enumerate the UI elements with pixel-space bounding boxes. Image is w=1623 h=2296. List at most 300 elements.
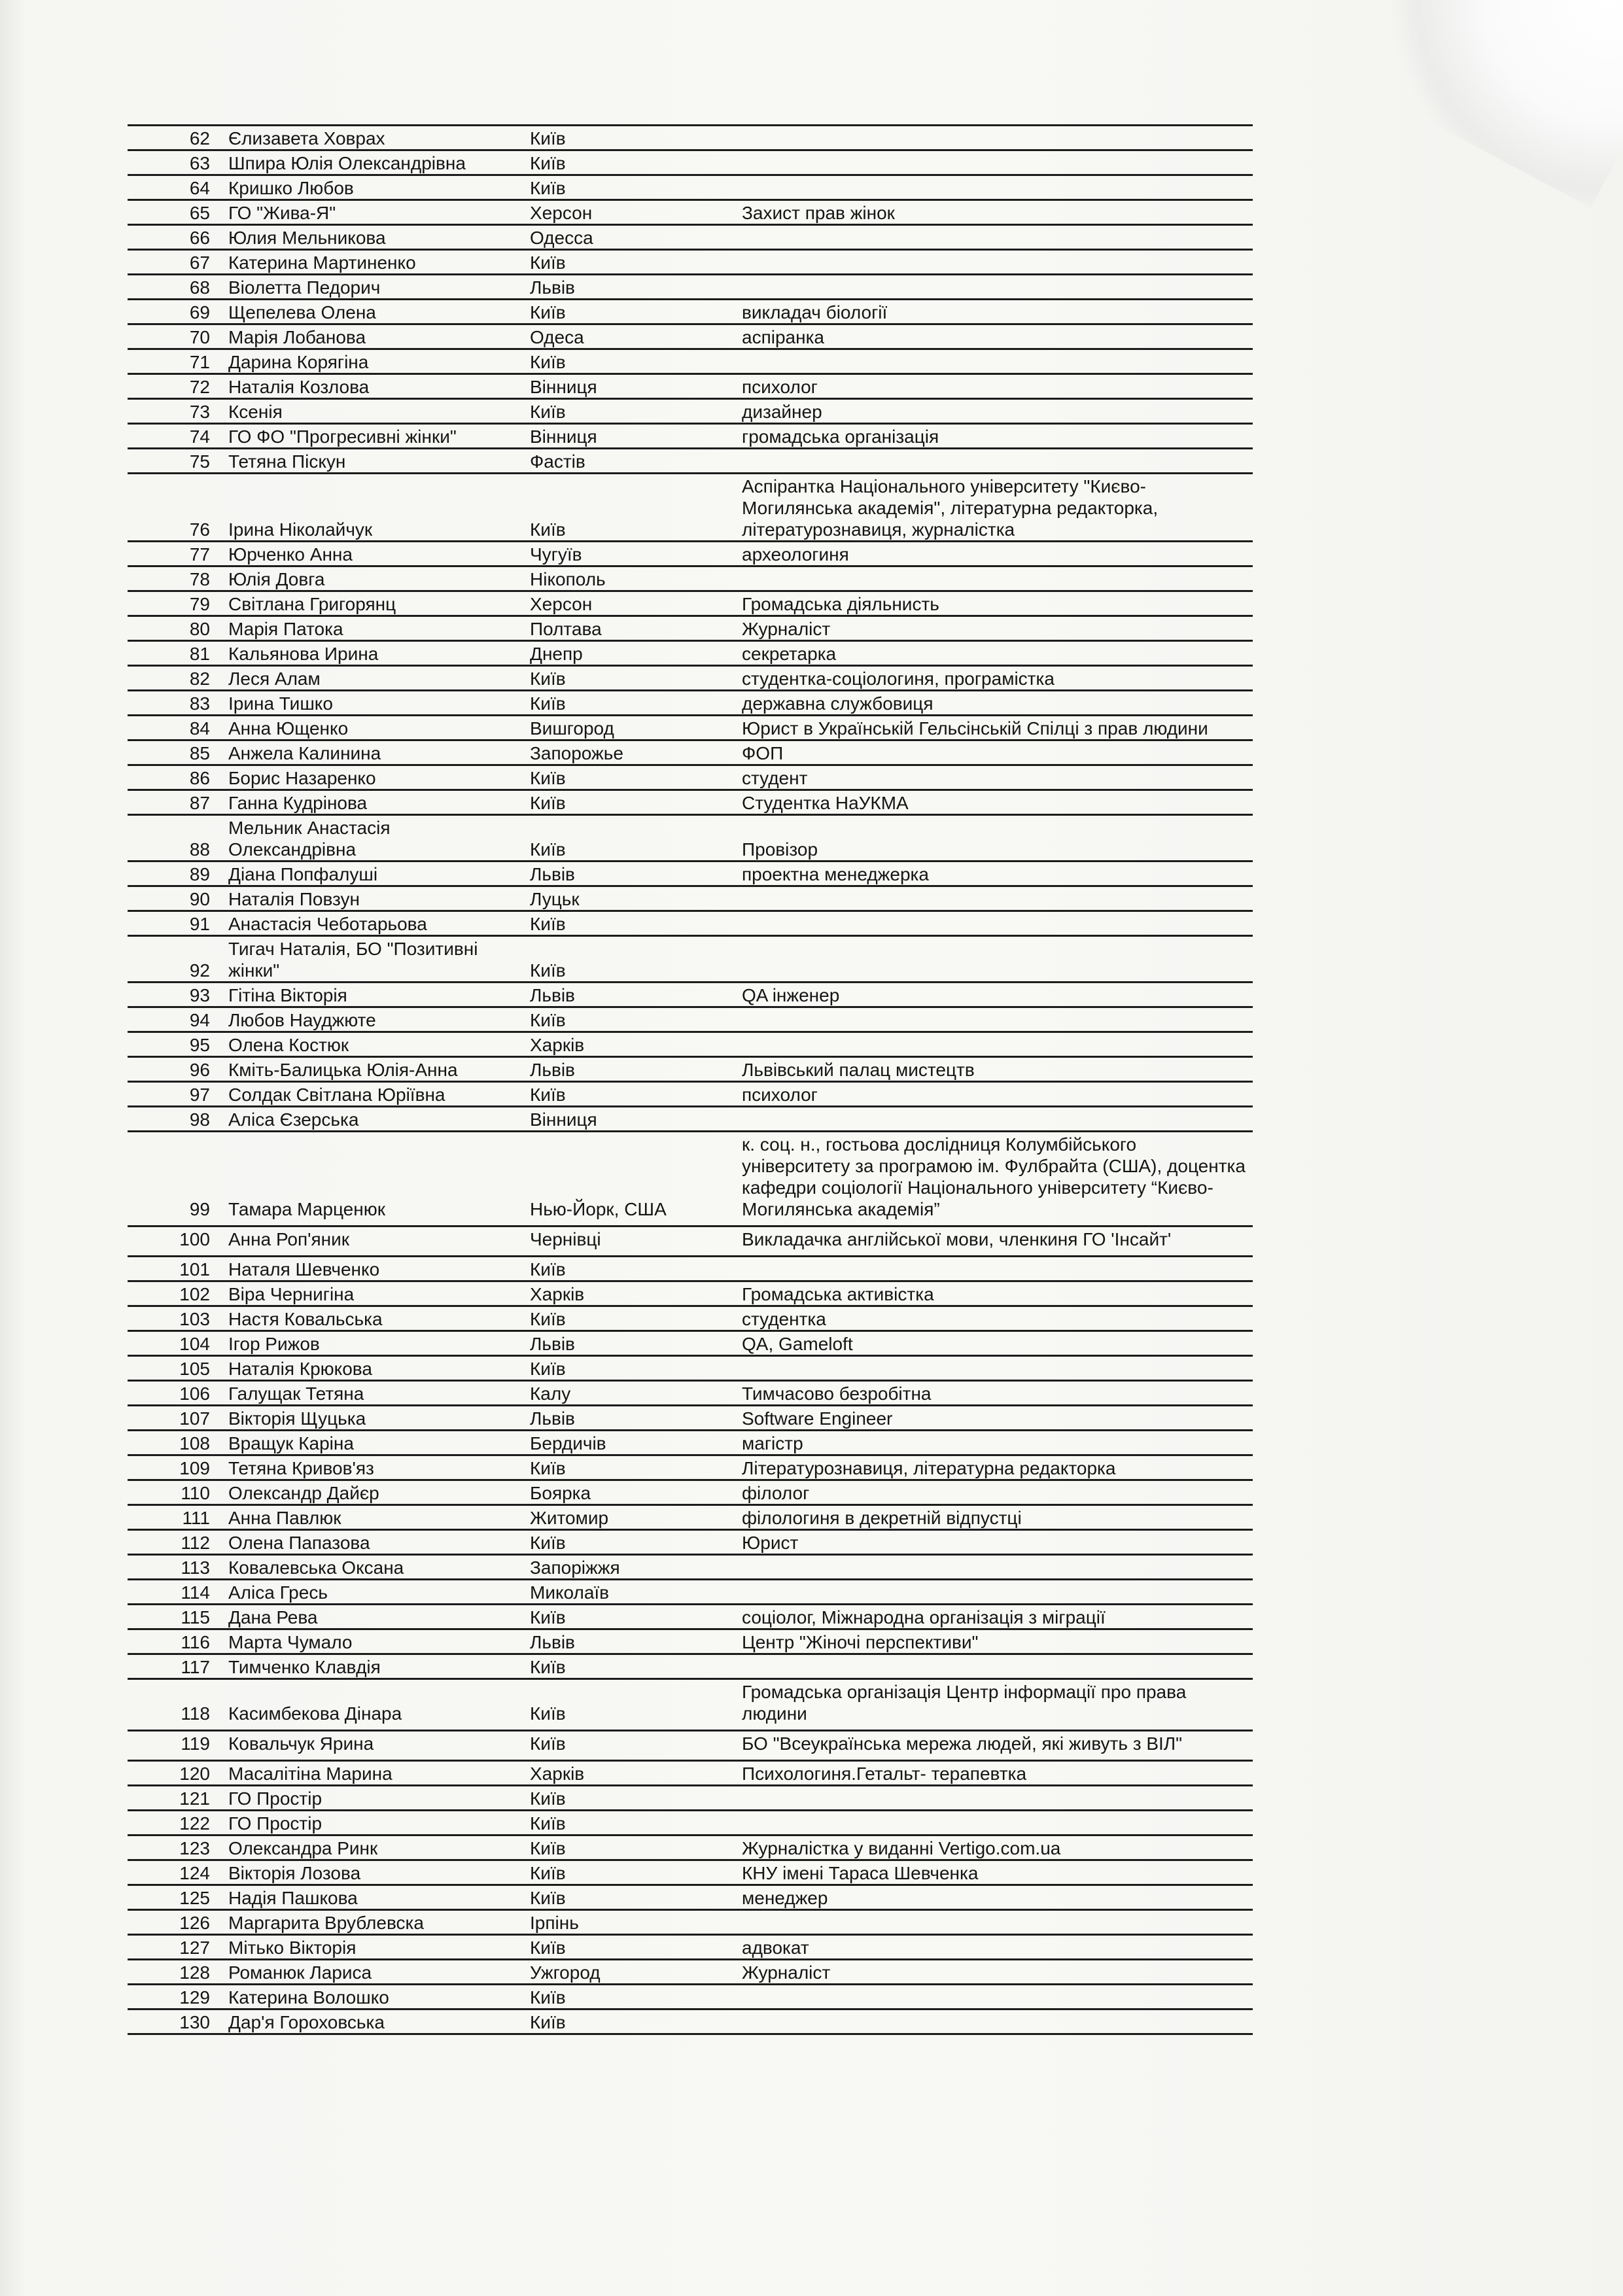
participant-city: Київ: [517, 1455, 726, 1480]
row-number: 122: [128, 1811, 219, 1835]
participant-city: Київ: [517, 1935, 726, 1960]
participant-city: Полтава: [517, 616, 726, 641]
table-row: [128, 250, 1253, 275]
participant-name: Галущак Тетяна: [219, 1381, 517, 1406]
table-row: [128, 1431, 1253, 1455]
table-row: [128, 1107, 1253, 1132]
participant-city: Ірпінь: [517, 1910, 726, 1935]
table-row: [128, 2009, 1253, 2034]
row-number: 90: [128, 886, 219, 911]
table-row: [128, 1786, 1253, 1811]
participant-name: Солдак Світлана Юріївна: [219, 1082, 517, 1107]
participant-note: [726, 1555, 1253, 1580]
participant-note: [726, 886, 1253, 911]
participant-note: адвокат: [726, 1935, 1253, 1960]
table-row: [128, 1306, 1253, 1331]
participant-name: Тамара Марценюк: [219, 1132, 517, 1226]
participant-city: Київ: [517, 1654, 726, 1679]
row-number: 121: [128, 1786, 219, 1811]
participant-name: Юрченко Анна: [219, 542, 517, 566]
table-row: [128, 1654, 1253, 1679]
participant-note: [726, 1654, 1253, 1679]
participant-name: Настя Ковальська: [219, 1306, 517, 1331]
participant-city: Вінниця: [517, 424, 726, 449]
participant-name: Ірина Тишко: [219, 691, 517, 716]
participant-note: Провізор: [726, 815, 1253, 861]
participant-city: Київ: [517, 1257, 726, 1281]
table-row: [128, 1985, 1253, 2009]
participant-note: Юрист: [726, 1530, 1253, 1555]
row-number: 109: [128, 1455, 219, 1480]
participant-city: Київ: [517, 666, 726, 691]
table-row: [128, 1679, 1253, 1731]
row-number: 102: [128, 1281, 219, 1306]
table-row: [128, 542, 1253, 566]
table-row: [128, 1811, 1253, 1835]
participant-name: Наталія Крюкова: [219, 1356, 517, 1381]
table-row: [128, 1032, 1253, 1057]
row-number: 85: [128, 740, 219, 765]
table-row: [128, 1226, 1253, 1257]
participant-name: Дар'я Гороховська: [219, 2009, 517, 2034]
row-number: 97: [128, 1082, 219, 1107]
participant-name: Дарина Корягіна: [219, 349, 517, 374]
row-number: 88: [128, 815, 219, 861]
participant-name: Леся Алам: [219, 666, 517, 691]
participant-name: Марта Чумало: [219, 1629, 517, 1654]
participant-note: соціолог, Міжнародна організація з міграції: [726, 1605, 1253, 1629]
participant-name: ГО ФО "Прогресивні жінки": [219, 424, 517, 449]
row-number: 86: [128, 765, 219, 790]
row-number: 113: [128, 1555, 219, 1580]
participant-note: [726, 1786, 1253, 1811]
participant-note: Викладачка англійської мови, членкиня ГО 'Інсайт': [726, 1226, 1253, 1257]
row-number: 70: [128, 324, 219, 349]
participant-note: [726, 225, 1253, 250]
participant-name: Юлія Довга: [219, 566, 517, 591]
table-row: [128, 200, 1253, 225]
table-row: [128, 691, 1253, 716]
participant-note: державна службовиця: [726, 691, 1253, 716]
participant-city: Київ: [517, 250, 726, 275]
row-number: 83: [128, 691, 219, 716]
participant-name: Вращук Каріна: [219, 1431, 517, 1455]
table-row: [128, 449, 1253, 474]
participant-city: Херсон: [517, 200, 726, 225]
row-number: 119: [128, 1731, 219, 1761]
participant-city: Калу: [517, 1381, 726, 1406]
table-row: [128, 1935, 1253, 1960]
participant-name: ГО Простір: [219, 1811, 517, 1835]
participant-city: Херсон: [517, 591, 726, 616]
participant-note: філологиня в декретній відпустці: [726, 1505, 1253, 1530]
table-row: [128, 324, 1253, 349]
participant-city: Луцьк: [517, 886, 726, 911]
participant-name: Борис Назаренко: [219, 765, 517, 790]
participant-city: Київ: [517, 175, 726, 200]
participant-name: Вікторія Лозова: [219, 1860, 517, 1885]
participant-name: Катерина Мартиненко: [219, 250, 517, 275]
participant-note: Громадська організація Центр інформації про права людини: [726, 1679, 1253, 1731]
participant-name: Ковальчук Ярина: [219, 1731, 517, 1761]
participant-name: Анжела Калинина: [219, 740, 517, 765]
participant-note: БО "Всеукраїнська мережа людей, які живуть з ВІЛ": [726, 1731, 1253, 1761]
participant-name: Масалітіна Марина: [219, 1761, 517, 1786]
participant-note: [726, 275, 1253, 300]
table-row: [128, 300, 1253, 324]
row-number: 91: [128, 911, 219, 936]
participant-note: [726, 1356, 1253, 1381]
participant-city: Київ: [517, 1082, 726, 1107]
table-row: [128, 1960, 1253, 1985]
participant-name: Олена Папазова: [219, 1530, 517, 1555]
participant-city: Нікополь: [517, 566, 726, 591]
participant-city: Львів: [517, 275, 726, 300]
participant-name: Анна Павлюк: [219, 1505, 517, 1530]
table-row: [128, 1281, 1253, 1306]
participant-city: Одесса: [517, 225, 726, 250]
participants-table: [128, 124, 1253, 2035]
participant-note: [726, 1580, 1253, 1605]
row-number: 126: [128, 1910, 219, 1935]
participant-city: Житомир: [517, 1505, 726, 1530]
participant-name: Анна Роп'яник: [219, 1226, 517, 1257]
table-row: [128, 740, 1253, 765]
table-row: [128, 616, 1253, 641]
participant-name: Єлизавета Ховрах: [219, 126, 517, 150]
participant-city: Київ: [517, 1356, 726, 1381]
participant-note: [726, 1032, 1253, 1057]
table-row: [128, 815, 1253, 861]
participant-note: філолог: [726, 1480, 1253, 1505]
participant-note: Літературознавиця, літературна редакторка: [726, 1455, 1253, 1480]
row-number: 81: [128, 641, 219, 666]
table-row: [128, 1356, 1253, 1381]
participant-name: Віолетта Педорич: [219, 275, 517, 300]
participant-name: Світлана Григорянц: [219, 591, 517, 616]
participant-note: секретарка: [726, 641, 1253, 666]
table-row: [128, 1132, 1253, 1226]
row-number: 94: [128, 1007, 219, 1032]
row-number: 69: [128, 300, 219, 324]
row-number: 100: [128, 1226, 219, 1257]
participant-name: Мельник Анастасія Олександрівна: [219, 815, 517, 861]
row-number: 127: [128, 1935, 219, 1960]
participant-name: Анастасія Чеботарьова: [219, 911, 517, 936]
row-number: 112: [128, 1530, 219, 1555]
participant-city: Київ: [517, 1885, 726, 1910]
participant-city: Київ: [517, 126, 726, 150]
participant-note: КНУ імені Тараса Шевченка: [726, 1860, 1253, 1885]
row-number: 89: [128, 861, 219, 886]
row-number: 62: [128, 126, 219, 150]
table-row: [128, 911, 1253, 936]
row-number: 68: [128, 275, 219, 300]
participant-note: [726, 1107, 1253, 1132]
participant-city: Київ: [517, 765, 726, 790]
participant-city: Київ: [517, 1835, 726, 1860]
table-row: [128, 1082, 1253, 1107]
row-number: 65: [128, 200, 219, 225]
participant-name: Касимбекова Дінара: [219, 1679, 517, 1731]
table-row: [128, 126, 1253, 150]
row-number: 93: [128, 983, 219, 1007]
table-row: [128, 861, 1253, 886]
row-number: 82: [128, 666, 219, 691]
table-row: [128, 716, 1253, 740]
participant-name: Наталія Козлова: [219, 374, 517, 399]
participant-note: дизайнер: [726, 399, 1253, 424]
participant-city: Вінниця: [517, 374, 726, 399]
participant-note: Журналіст: [726, 616, 1253, 641]
participants-table-body: [128, 126, 1253, 2034]
participant-name: Гітіна Вікторія: [219, 983, 517, 1007]
row-number: 118: [128, 1679, 219, 1731]
row-number: 117: [128, 1654, 219, 1679]
participant-note: громадська організація: [726, 424, 1253, 449]
row-number: 74: [128, 424, 219, 449]
table-row: [128, 474, 1253, 542]
row-number: 120: [128, 1761, 219, 1786]
participant-name: Мітько Вікторія: [219, 1935, 517, 1960]
participant-name: Любов Науджюте: [219, 1007, 517, 1032]
participant-name: Тигач Наталія, БО "Позитивні жінки": [219, 936, 517, 983]
participant-name: Катерина Волошко: [219, 1985, 517, 2009]
participant-note: менеджер: [726, 1885, 1253, 1910]
table-row: [128, 349, 1253, 374]
participant-name: Олександр Дайєр: [219, 1480, 517, 1505]
table-row: [128, 936, 1253, 983]
table-row: [128, 1406, 1253, 1431]
row-number: 99: [128, 1132, 219, 1226]
row-number: 104: [128, 1331, 219, 1356]
participant-city: Чугуїв: [517, 542, 726, 566]
participant-city: Запоріжжя: [517, 1555, 726, 1580]
participant-note: [726, 2009, 1253, 2034]
participant-name: Тетяна Кривов'яз: [219, 1455, 517, 1480]
participant-note: [726, 936, 1253, 983]
row-number: 107: [128, 1406, 219, 1431]
participant-name: Ігор Рижов: [219, 1331, 517, 1356]
participant-note: Захист прав жінок: [726, 200, 1253, 225]
participant-city: Вінниця: [517, 1107, 726, 1132]
participant-name: Юлия Мельникова: [219, 225, 517, 250]
participant-note: Студентка НаУКМА: [726, 790, 1253, 815]
participant-note: [726, 911, 1253, 936]
row-number: 116: [128, 1629, 219, 1654]
participant-city: Львів: [517, 861, 726, 886]
table-row: [128, 1480, 1253, 1505]
participant-name: Дана Рева: [219, 1605, 517, 1629]
participant-city: Київ: [517, 300, 726, 324]
participant-note: Громадська діяльнисть: [726, 591, 1253, 616]
participant-note: [726, 175, 1253, 200]
participant-name: Анна Ющенко: [219, 716, 517, 740]
participant-name: Марія Лобанова: [219, 324, 517, 349]
row-number: 124: [128, 1860, 219, 1885]
row-number: 67: [128, 250, 219, 275]
participant-city: Київ: [517, 1007, 726, 1032]
table-row: [128, 1835, 1253, 1860]
participant-name: Наталя Шевченко: [219, 1257, 517, 1281]
row-number: 64: [128, 175, 219, 200]
participant-city: Харків: [517, 1032, 726, 1057]
table-row: [128, 225, 1253, 250]
participant-city: Нью-Йорк, США: [517, 1132, 726, 1226]
participant-note: Software Engineer: [726, 1406, 1253, 1431]
participant-name: Ганна Кудрінова: [219, 790, 517, 815]
participant-city: Київ: [517, 474, 726, 542]
participant-city: Київ: [517, 936, 726, 983]
participant-note: [726, 1811, 1253, 1835]
row-number: 103: [128, 1306, 219, 1331]
participant-city: Київ: [517, 1985, 726, 2009]
table-row: [128, 1007, 1253, 1032]
table-row: [128, 765, 1253, 790]
participant-city: Київ: [517, 1306, 726, 1331]
row-number: 110: [128, 1480, 219, 1505]
row-number: 92: [128, 936, 219, 983]
participant-city: Київ: [517, 790, 726, 815]
table-row: [128, 641, 1253, 666]
participant-note: [726, 126, 1253, 150]
row-number: 115: [128, 1605, 219, 1629]
participant-city: Фастів: [517, 449, 726, 474]
table-row: [128, 1530, 1253, 1555]
row-number: 71: [128, 349, 219, 374]
participant-city: Київ: [517, 2009, 726, 2034]
participant-name: Віра Чернигіна: [219, 1281, 517, 1306]
table-row: [128, 1257, 1253, 1281]
participant-city: Київ: [517, 691, 726, 716]
participant-note: [726, 449, 1253, 474]
participant-note: [726, 250, 1253, 275]
participant-city: Миколаїв: [517, 1580, 726, 1605]
participant-note: проектна менеджерка: [726, 861, 1253, 886]
row-number: 84: [128, 716, 219, 740]
participant-note: Юрист в Українській Гельсінській Спілці з прав людини: [726, 716, 1253, 740]
participant-city: Запорожье: [517, 740, 726, 765]
participant-note: психолог: [726, 1082, 1253, 1107]
participant-city: Харків: [517, 1281, 726, 1306]
participant-city: Львів: [517, 983, 726, 1007]
participant-note: [726, 1257, 1253, 1281]
table-row: [128, 1910, 1253, 1935]
row-number: 111: [128, 1505, 219, 1530]
participant-name: Діана Попфалуші: [219, 861, 517, 886]
row-number: 78: [128, 566, 219, 591]
participant-city: Вишгород: [517, 716, 726, 740]
participant-note: Психологиня.Гетальт- терапевтка: [726, 1761, 1253, 1786]
table-row: [128, 790, 1253, 815]
participant-name: Марія Патока: [219, 616, 517, 641]
participant-note: [726, 1985, 1253, 2009]
participant-name: Надія Пашкова: [219, 1885, 517, 1910]
participant-note: ФОП: [726, 740, 1253, 765]
participant-city: Львів: [517, 1629, 726, 1654]
participant-note: Громадська активістка: [726, 1281, 1253, 1306]
row-number: 80: [128, 616, 219, 641]
participant-city: Київ: [517, 1860, 726, 1885]
participant-city: Київ: [517, 1786, 726, 1811]
participant-note: [726, 150, 1253, 175]
participant-name: Олександра Ринк: [219, 1835, 517, 1860]
participant-note: [726, 566, 1253, 591]
participant-city: Київ: [517, 911, 726, 936]
row-number: 96: [128, 1057, 219, 1082]
row-number: 105: [128, 1356, 219, 1381]
participant-city: Бердичів: [517, 1431, 726, 1455]
table-row: [128, 1331, 1253, 1356]
participant-note: студентка: [726, 1306, 1253, 1331]
participant-name: Шпира Юлія Олександрівна: [219, 150, 517, 175]
participant-note: аспіранка: [726, 324, 1253, 349]
table-row: [128, 1731, 1253, 1761]
participant-note: [726, 1910, 1253, 1935]
participant-city: Київ: [517, 1605, 726, 1629]
row-number: 101: [128, 1257, 219, 1281]
participant-city: Київ: [517, 1731, 726, 1761]
participant-name: Ковалевська Оксана: [219, 1555, 517, 1580]
row-number: 114: [128, 1580, 219, 1605]
participant-city: Днепр: [517, 641, 726, 666]
participant-city: Одеса: [517, 324, 726, 349]
row-number: 76: [128, 474, 219, 542]
table-row: [128, 1885, 1253, 1910]
participant-note: Центр "Жіночі перспективи": [726, 1629, 1253, 1654]
participant-name: Ксенія: [219, 399, 517, 424]
participant-note: Аспірантка Національного університету "Києво-Могилянська академія", літературна редакторка, літературознавиця, журналістка: [726, 474, 1253, 542]
participant-note: QA інженер: [726, 983, 1253, 1007]
table-row: [128, 374, 1253, 399]
participant-city: Боярка: [517, 1480, 726, 1505]
table-row: [128, 399, 1253, 424]
participant-name: Аліса Гресь: [219, 1580, 517, 1605]
table-row: [128, 175, 1253, 200]
table-row: [128, 1860, 1253, 1885]
participant-city: Ужгород: [517, 1960, 726, 1985]
table-row: [128, 983, 1253, 1007]
participant-city: Київ: [517, 349, 726, 374]
table-row: [128, 1455, 1253, 1480]
table-row: [128, 1605, 1253, 1629]
row-number: 106: [128, 1381, 219, 1406]
participant-name: Тимченко Клавдія: [219, 1654, 517, 1679]
participant-city: Харків: [517, 1761, 726, 1786]
participant-name: Тетяна Піскун: [219, 449, 517, 474]
row-number: 130: [128, 2009, 219, 2034]
participant-name: Щепелева Олена: [219, 300, 517, 324]
table-row: [128, 1761, 1253, 1786]
row-number: 66: [128, 225, 219, 250]
participant-note: Журналістка у виданні Vertigo.com.ua: [726, 1835, 1253, 1860]
participant-city: Львів: [517, 1057, 726, 1082]
participant-city: Київ: [517, 1811, 726, 1835]
row-number: 75: [128, 449, 219, 474]
row-number: 72: [128, 374, 219, 399]
participant-name: ГО "Жива-Я": [219, 200, 517, 225]
participant-note: археологиня: [726, 542, 1253, 566]
participant-note: студент: [726, 765, 1253, 790]
row-number: 123: [128, 1835, 219, 1860]
row-number: 95: [128, 1032, 219, 1057]
participant-note: Журналіст: [726, 1960, 1253, 1985]
participant-city: Чернівці: [517, 1226, 726, 1257]
participant-name: Романюк Лариса: [219, 1960, 517, 1985]
participant-city: Львів: [517, 1406, 726, 1431]
participant-name: Маргарита Врублевска: [219, 1910, 517, 1935]
row-number: 98: [128, 1107, 219, 1132]
